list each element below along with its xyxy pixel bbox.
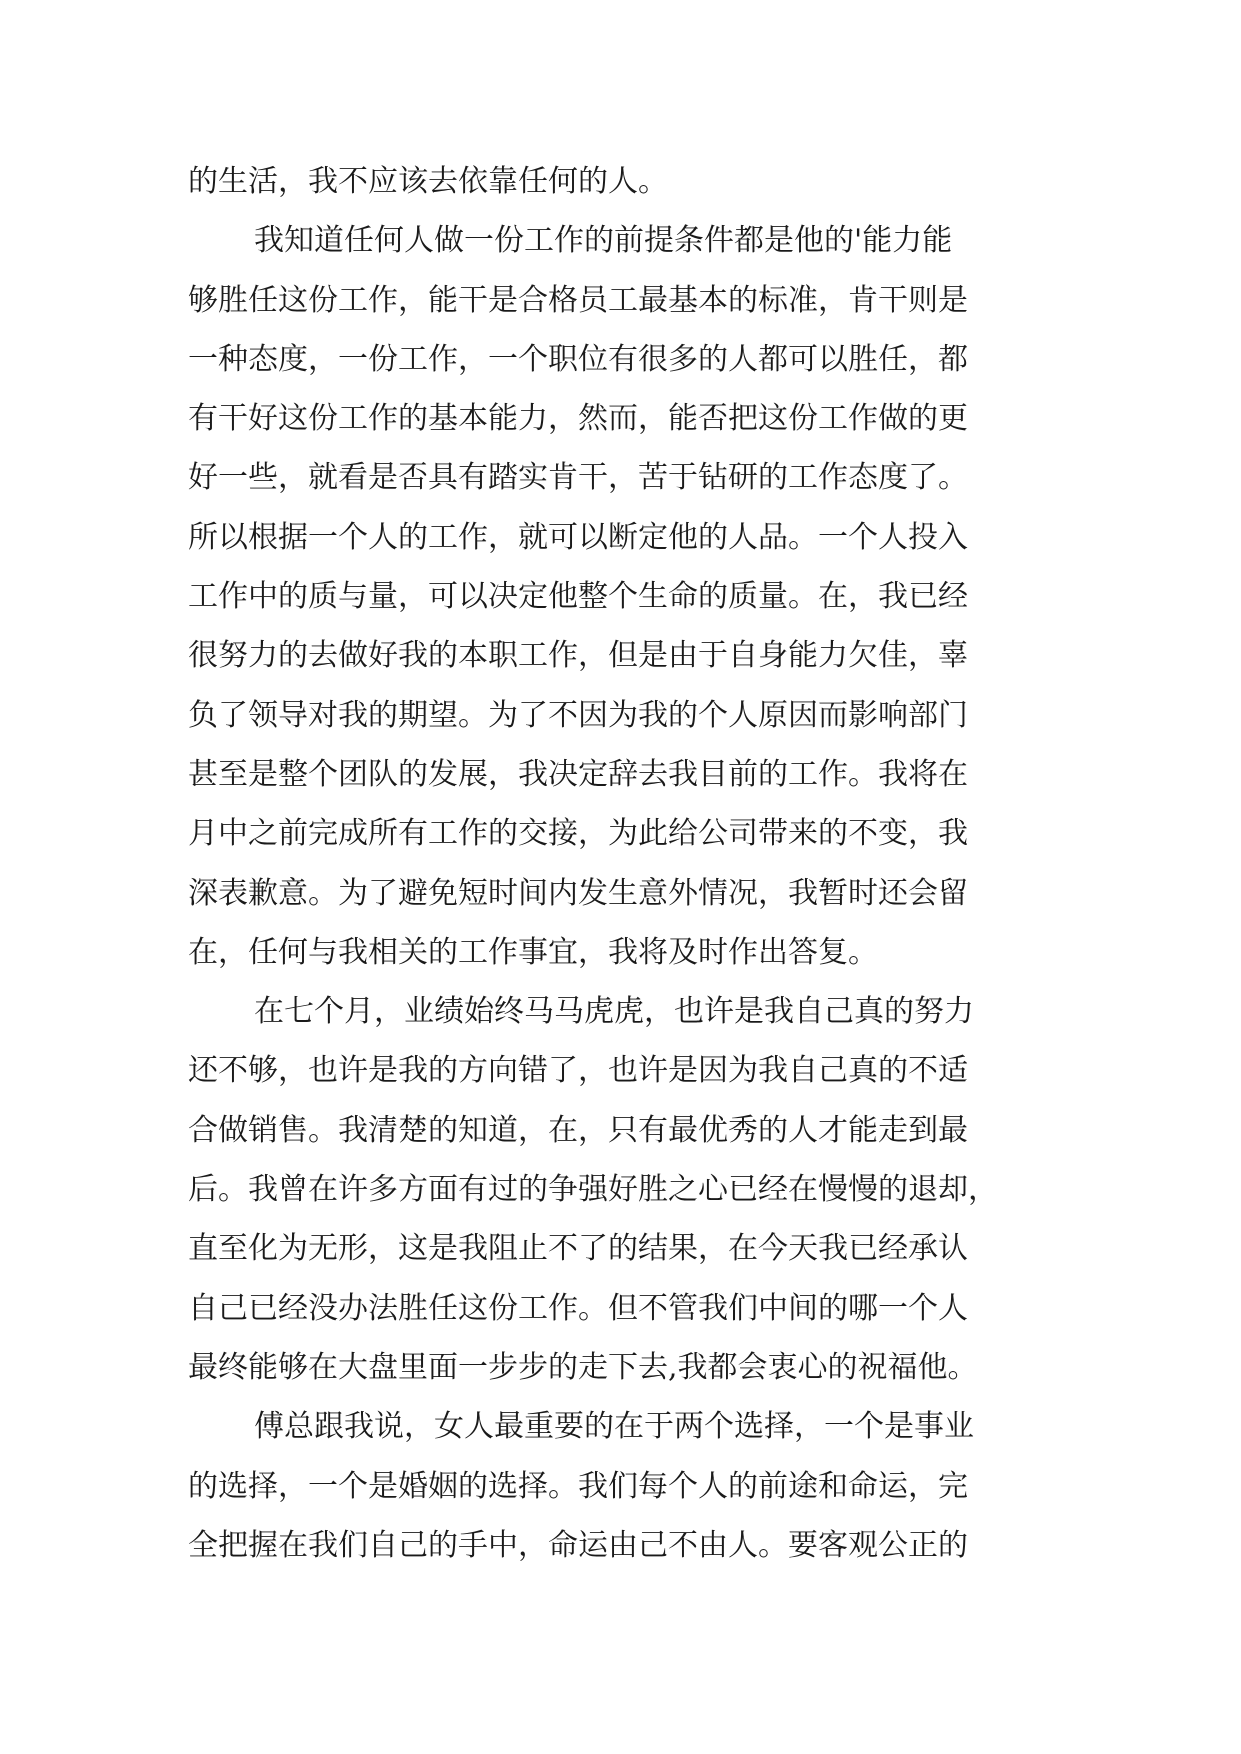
paragraph-first-line: 傅总跟我说，女人最重要的在于两个选择，一个是事业 xyxy=(254,1409,974,1445)
text-line: 甚至是整个团队的发展，我决定辞去我目前的工作。我将在 xyxy=(188,756,968,792)
text-line: 月中之前完成所有工作的交接，为此给公司带来的不变，我 xyxy=(188,816,968,852)
text-line: 还不够，也许是我的方向错了，也许是因为我自己真的不适 xyxy=(188,1053,968,1089)
text-line: 自己已经没办法胜任这份工作。但不管我们中间的哪一个人 xyxy=(188,1290,968,1326)
text-line: 有干好这份工作的基本能力，然而，能否把这份工作做的更 xyxy=(188,401,968,437)
text-line: 一种态度，一份工作，一个职位有很多的人都可以胜任，都 xyxy=(188,341,968,377)
text-line: 好一些，就看是否具有踏实肯干，苦于钻研的工作态度了。 xyxy=(188,460,968,496)
text-line: 所以根据一个人的工作，就可以断定他的人品。一个人投入 xyxy=(188,519,968,555)
text-line: 够胜任这份工作，能干是合格员工最基本的标准，肯干则是 xyxy=(188,282,968,318)
text-line: 的生活，我不应该去依靠任何的人。 xyxy=(188,164,668,199)
text-line: 全把握在我们自己的手中，命运由己不由人。要客观公正的 xyxy=(188,1527,968,1563)
paragraph-first-line: 在七个月，业绩始终马马虎虎，也许是我自己真的努力 xyxy=(254,994,974,1030)
text-line: 合做销售。我清楚的知道，在，只有最优秀的人才能走到最 xyxy=(188,1112,968,1148)
text-line: 后。我曾在许多方面有过的争强好胜之心已经在慢慢的退却， xyxy=(188,1172,998,1208)
document-body xyxy=(188,152,1068,1575)
text-line: 很努力的去做好我的本职工作，但是由于自身能力欠佳，辜 xyxy=(188,638,968,674)
text-line: 在，任何与我相关的工作事宜，我将及时作出答复。 xyxy=(188,934,878,970)
text-line: 的选择，一个是婚姻的选择。我们每个人的前途和命运，完 xyxy=(188,1468,968,1504)
text-line: 最终能够在大盘里面一步步的走下去,我都会衷心的祝福他。 xyxy=(188,1349,978,1385)
paragraph-first-line: 我知道任何人做一份工作的前提条件都是他的'能力能 xyxy=(254,223,953,259)
text-line: 直至化为无形，这是我阻止不了的结果，在今天我已经承认 xyxy=(188,1231,968,1267)
text-line: 负了领导对我的期望。为了不因为我的个人原因而影响部门 xyxy=(188,697,968,733)
text-line: 深表歉意。为了避免短时间内发生意外情况，我暂时还会留 xyxy=(188,875,968,911)
text-line: 工作中的质与量，可以决定他整个生命的质量。在，我已经 xyxy=(188,579,968,615)
